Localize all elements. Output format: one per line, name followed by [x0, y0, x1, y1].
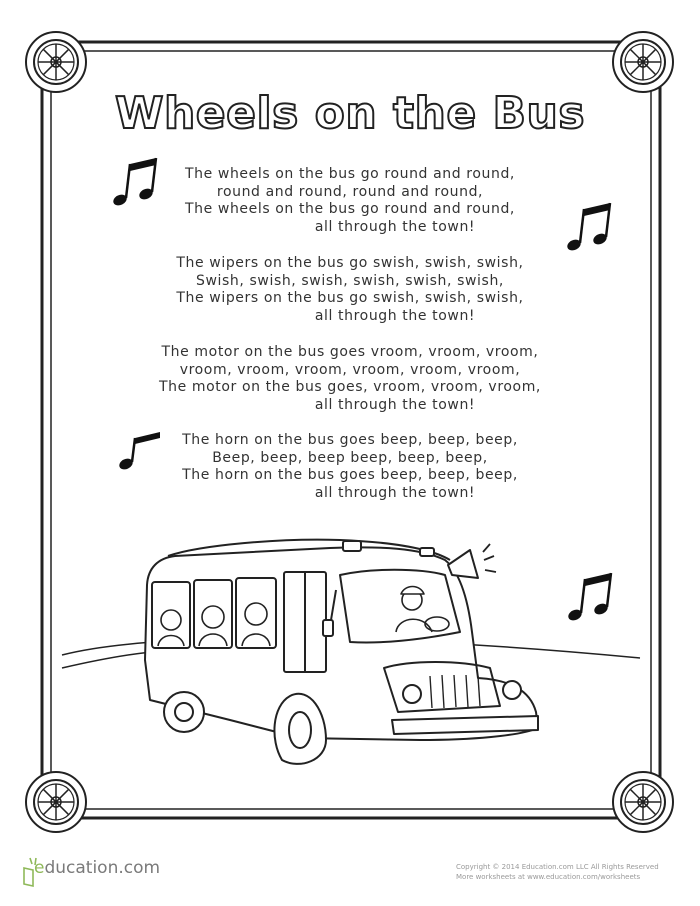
school-bus-illustration — [145, 540, 538, 764]
education-logo[interactable] — [34, 858, 160, 878]
wheel-icon — [26, 32, 86, 92]
lyric-line: The wipers on the bus go swish, swish, swish, — [176, 290, 524, 306]
lyric-line: all through the town! — [314, 307, 476, 324]
wheel-icon — [613, 772, 673, 832]
lyric-line: Swish, swish, swish, swish, swish, swish, — [196, 272, 504, 289]
wheel-icon — [26, 772, 86, 832]
lyric-line: round and round, round and round, — [216, 183, 484, 200]
lyric-line: The motor on the bus goes vroom, vroom, vroom, — [161, 344, 539, 360]
lyric-line: The horn on the bus goes beep, beep, beep, — [182, 432, 518, 448]
logo-text: ducation.com — [44, 858, 161, 878]
verse-2 — [150, 255, 550, 325]
verse-4 — [150, 432, 550, 502]
verse-1 — [150, 166, 550, 236]
lyric-line: vroom, vroom, vroom, vroom, vroom, vroom, — [179, 361, 521, 378]
lyric-line: all through the town! — [314, 484, 476, 501]
lyric-line: all through the town! — [314, 396, 476, 413]
lyric-line: The horn on the bus goes beep, beep, beep, — [182, 467, 518, 483]
lyric-line: Beep, beep, beep beep, beep, beep, — [212, 449, 488, 466]
lyric-line: The wheels on the bus go round and round, — [185, 201, 515, 217]
copyright-line: Copyright © 2014 Education.com LLC All Rights Reserved — [456, 863, 659, 871]
lyric-line: The wipers on the bus go swish, swish, swish, — [176, 255, 524, 271]
worksheets-link[interactable]: More worksheets at www.education.com/worksheets — [456, 873, 641, 881]
lyric-line: all through the town! — [314, 218, 476, 235]
page-title: Wheels on the Bus — [114, 88, 586, 139]
music-note-icon — [566, 203, 610, 252]
lyric-line: The wheels on the bus go round and round, — [185, 166, 515, 182]
wheel-icon — [613, 32, 673, 92]
music-note-icon — [567, 573, 611, 622]
verse-3 — [150, 344, 550, 414]
lyric-line: The motor on the bus goes, vroom, vroom, vroom, — [159, 379, 541, 395]
logo-letter: e — [34, 858, 45, 878]
copyright-notice — [456, 862, 696, 882]
